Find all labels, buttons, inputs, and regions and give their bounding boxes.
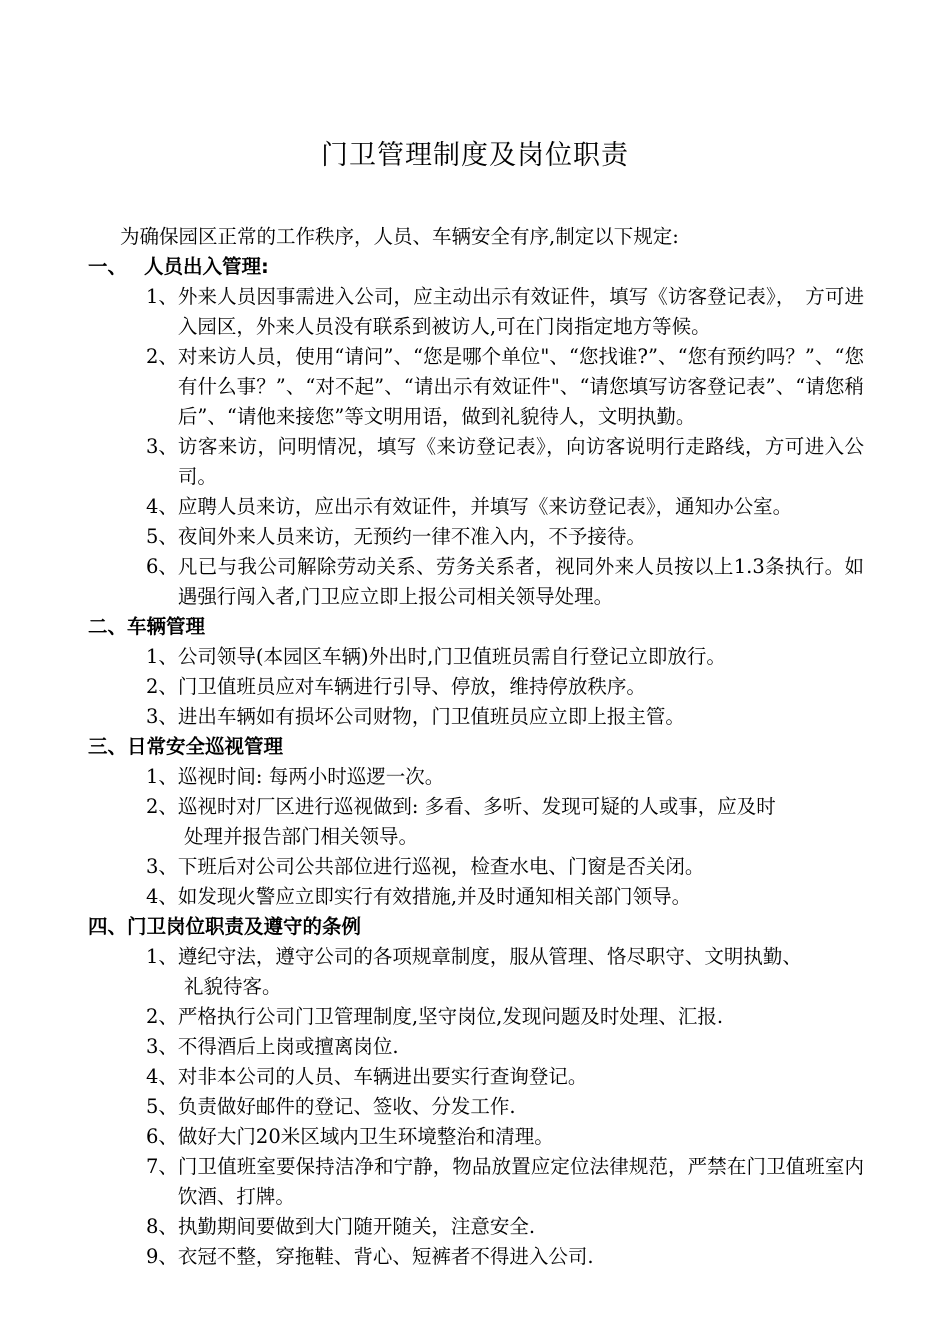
list-item [88, 762, 864, 792]
list-item-continuation: 处理并报告部门相关领导。 [184, 825, 419, 848]
list-item-text: 不得酒后上岗或擅离岗位. [177, 1035, 399, 1058]
sections-container [88, 252, 864, 1272]
section-heading [88, 612, 864, 642]
page-title: 门卫管理制度及岗位职责 [321, 140, 629, 171]
list-item-text: 巡视时对厂区进行巡视做到: 多看、多听、发现可疑的人或事，应及时 [177, 795, 776, 818]
section-number: 三、 [88, 735, 128, 758]
section-heading [88, 252, 864, 282]
list-item-number: 2、 [146, 675, 178, 698]
section-heading-text: 人员出入管理: [144, 255, 269, 278]
list-item-number: 2、 [146, 1005, 178, 1028]
list-item [88, 882, 864, 912]
list-item [88, 642, 864, 672]
list-item-text: 访客来访，问明情况，填写《来访登记表》，向访客说明行走路线，方可进入公司。 [177, 435, 864, 488]
list-item-number: 3、 [146, 435, 178, 458]
list-item-number: 1、 [146, 945, 178, 968]
section-heading-text: 日常安全巡视管理 [127, 735, 284, 758]
list-item-number: 5、 [146, 1095, 178, 1118]
list-item-number: 4、 [146, 495, 178, 518]
list-item-text: 对非本公司的人员、车辆进出要实行查询登记。 [177, 1065, 588, 1088]
list-item-text: 巡视时间: 每两小时巡逻一次。 [177, 765, 445, 788]
list-item-number: 3、 [146, 855, 178, 878]
list-item [88, 702, 864, 732]
list-item-text: 遵纪守法，遵守公司的各项规章制度，服从管理、恪尽职守、文明执勤、 [177, 945, 802, 968]
list-item [88, 1242, 864, 1272]
list-item-number: 7、 [146, 1155, 178, 1178]
list-item-number: 2、 [146, 345, 178, 368]
list-item-text: 负责做好邮件的登记、签收、分发工作. [177, 1095, 516, 1118]
list-item-text: 对来访人员，使用“请问”、“您是哪个单位"、“您找谁?”、“您有预约吗？”、“您有什么事？”、“对不起”、“请出示有效证件"、“请您填写访客登记表”、“请您稍后”、“请他来接您”等文明用语，做到礼貌待人，文明执勤。 [177, 345, 864, 428]
list-item-number: 4、 [146, 885, 178, 908]
list-item-text: 门卫值班室要保持洁净和宁静，物品放置应定位法律规范，严禁在门卫值班室内饮酒、打牌。 [177, 1155, 864, 1208]
list-item [88, 552, 864, 612]
list-item-text: 衣冠不整，穿拖鞋、背心、短裤者不得进入公司. [177, 1245, 594, 1268]
list-item [88, 1092, 864, 1122]
list-item [88, 1212, 864, 1242]
list-item [88, 1002, 864, 1032]
list-item [88, 492, 864, 522]
list-item [88, 342, 864, 432]
list-item [88, 522, 864, 552]
list-item-number: 3、 [146, 1035, 178, 1058]
list-item-continuation: 礼貌待客。 [184, 975, 282, 998]
section-heading [88, 912, 864, 942]
list-item [88, 792, 864, 822]
list-item [88, 282, 864, 342]
list-item-number: 6、 [146, 555, 178, 578]
list-item-text: 进出车辆如有损坏公司财物，门卫值班员应立即上报主管。 [177, 705, 685, 728]
list-item-text: 夜间外来人员来访，无预约一律不准入内，不予接待。 [177, 525, 646, 548]
list-item-text: 外来人员因事需进入公司，应主动出示有效证件，填写《访客登记表》， 方可进入园区，外来人员没有联系到被访人,可在门岗指定地方等候。 [177, 285, 864, 338]
list-item-text: 严格执行公司门卫管理制度,坚守岗位,发现问题及时处理、汇报. [177, 1005, 724, 1028]
document-body [88, 222, 864, 1272]
list-item-number: 6、 [146, 1125, 178, 1148]
section-number: 一、 [88, 255, 128, 278]
list-item [88, 1032, 864, 1062]
list-item-number: 1、 [146, 285, 178, 308]
list-item-text: 做好大门20米区域内卫生环境整治和清理。 [177, 1125, 554, 1148]
list-item [88, 1062, 864, 1092]
list-item-number: 2、 [146, 795, 178, 818]
list-item-text: 如发现火警应立即实行有效措施,并及时通知相关部门领导。 [177, 885, 692, 908]
list-item [88, 942, 864, 972]
list-item [88, 432, 864, 492]
list-item-number: 5、 [146, 525, 178, 548]
list-item-text: 执勤期间要做到大门随开随关，注意安全. [177, 1215, 536, 1238]
section-number: 二、 [88, 615, 128, 638]
intro-paragraph: 为确保园区正常的工作秩序，人员、车辆安全有序,制定以下规定: [120, 225, 679, 248]
list-item-number: 9、 [146, 1245, 178, 1268]
list-item [88, 1122, 864, 1152]
section-heading-text: 门卫岗位职责及遵守的条例 [127, 915, 362, 938]
list-item [88, 852, 864, 882]
list-item-number: 1、 [146, 765, 178, 788]
list-item-number: 4、 [146, 1065, 178, 1088]
list-item-text: 凡已与我公司解除劳动关系、劳务关系者，视同外来人员按以上1.3条执行。如遇强行闯入者,门卫应立即上报公司相关领导处理。 [177, 555, 864, 608]
list-item-text: 门卫值班员应对车辆进行引导、停放，维持停放秩序。 [177, 675, 646, 698]
list-item-number: 1、 [146, 645, 178, 668]
list-item [88, 1152, 864, 1212]
list-item [88, 672, 864, 702]
list-item-number: 8、 [146, 1215, 178, 1238]
list-item-text: 下班后对公司公共部位进行巡视，检查水电、门窗是否关闭。 [177, 855, 705, 878]
list-item-text: 公司领导(本园区车辆)外出时,门卫值班员需自行登记立即放行。 [177, 645, 726, 668]
list-item-text: 应聘人员来访，应出示有效证件，并填写《来访登记表》，通知办公室。 [177, 495, 793, 518]
list-item-number: 3、 [146, 705, 178, 728]
section-heading [88, 732, 864, 762]
section-heading-text: 车辆管理 [127, 615, 206, 638]
section-number: 四、 [88, 915, 128, 938]
